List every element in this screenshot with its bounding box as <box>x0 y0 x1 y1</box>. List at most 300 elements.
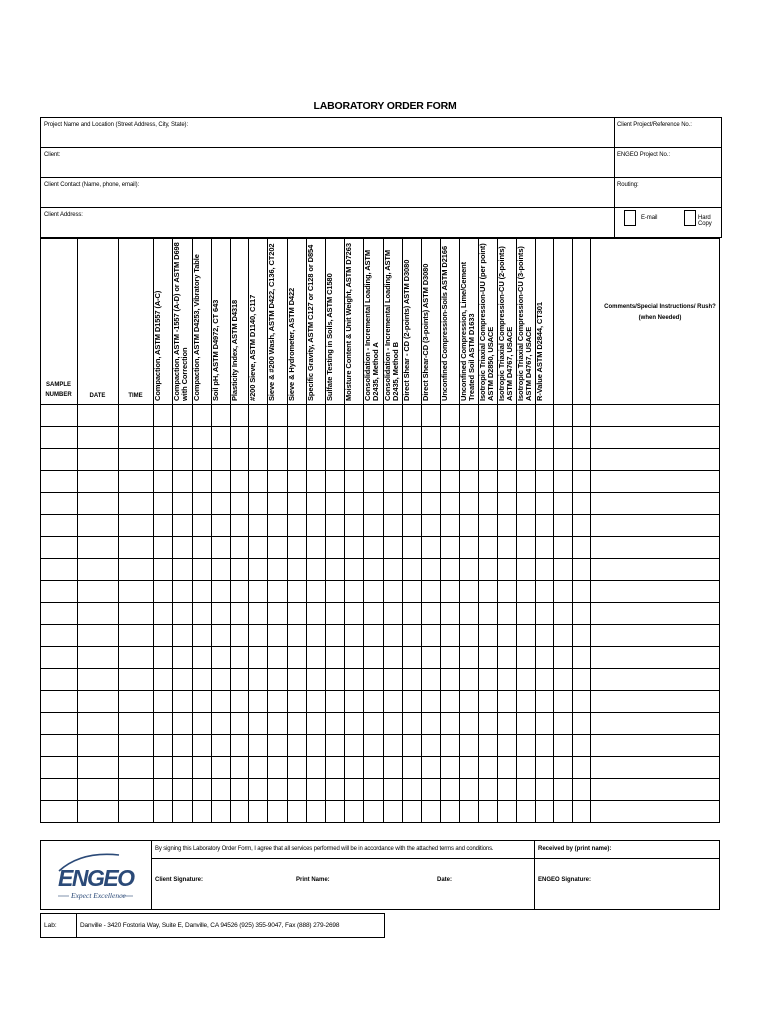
date-label[interactable]: Date: <box>437 877 453 883</box>
client-signature-label[interactable]: Client Signature: <box>155 877 204 883</box>
table-cell[interactable] <box>441 669 459 690</box>
table-cell[interactable] <box>441 515 459 536</box>
table-cell[interactable] <box>554 713 572 734</box>
table-cell[interactable] <box>517 647 535 668</box>
table-cell[interactable] <box>193 713 211 734</box>
table-cell[interactable] <box>249 647 267 668</box>
table-cell[interactable] <box>498 691 516 712</box>
table-cell[interactable] <box>212 713 230 734</box>
table-cell[interactable] <box>326 625 344 646</box>
table-cell[interactable] <box>41 669 77 690</box>
table-cell[interactable] <box>212 449 230 470</box>
table-cell[interactable] <box>249 405 267 426</box>
table-cell[interactable] <box>422 647 440 668</box>
table-cell[interactable] <box>364 801 383 822</box>
table-cell[interactable] <box>573 757 590 778</box>
table-cell[interactable] <box>403 625 421 646</box>
table-cell[interactable] <box>212 603 230 624</box>
table-cell[interactable] <box>422 515 440 536</box>
table-cell[interactable] <box>384 779 402 800</box>
table-cell[interactable] <box>307 801 325 822</box>
table-cell[interactable] <box>573 779 590 800</box>
table-cell[interactable] <box>460 691 478 712</box>
table-cell[interactable] <box>193 625 211 646</box>
table-cell[interactable] <box>364 779 383 800</box>
table-cell[interactable] <box>517 757 535 778</box>
table-cell[interactable] <box>307 691 325 712</box>
table-cell[interactable] <box>173 691 192 712</box>
table-cell[interactable] <box>78 581 118 602</box>
table-cell[interactable] <box>345 581 363 602</box>
table-cell[interactable] <box>384 559 402 580</box>
table-cell[interactable] <box>364 713 383 734</box>
table-cell[interactable] <box>573 405 590 426</box>
table-cell[interactable] <box>307 713 325 734</box>
table-cell[interactable] <box>498 713 516 734</box>
table-cell[interactable] <box>249 757 267 778</box>
table-cell[interactable] <box>460 625 478 646</box>
table-cell[interactable] <box>591 405 720 426</box>
table-cell[interactable] <box>498 537 516 558</box>
table-cell[interactable] <box>460 427 478 448</box>
table-cell[interactable] <box>498 471 516 492</box>
table-cell[interactable] <box>517 449 535 470</box>
table-cell[interactable] <box>364 669 383 690</box>
table-cell[interactable] <box>307 603 325 624</box>
table-cell[interactable] <box>573 713 590 734</box>
table-cell[interactable] <box>517 581 535 602</box>
table-cell[interactable] <box>307 735 325 756</box>
table-cell[interactable] <box>268 735 287 756</box>
table-cell[interactable] <box>536 779 553 800</box>
table-cell[interactable] <box>154 625 172 646</box>
table-cell[interactable] <box>326 427 344 448</box>
table-cell[interactable] <box>307 669 325 690</box>
table-cell[interactable] <box>345 625 363 646</box>
table-cell[interactable] <box>536 735 553 756</box>
table-cell[interactable] <box>573 559 590 580</box>
table-cell[interactable] <box>212 647 230 668</box>
table-cell[interactable] <box>78 493 118 514</box>
table-cell[interactable] <box>345 801 363 822</box>
table-cell[interactable] <box>403 515 421 536</box>
table-cell[interactable] <box>78 713 118 734</box>
table-cell[interactable] <box>231 493 248 514</box>
table-cell[interactable] <box>307 647 325 668</box>
table-cell[interactable] <box>591 537 720 558</box>
table-cell[interactable] <box>345 757 363 778</box>
table-cell[interactable] <box>326 735 344 756</box>
table-cell[interactable] <box>307 559 325 580</box>
table-cell[interactable] <box>422 493 440 514</box>
table-cell[interactable] <box>231 405 248 426</box>
table-cell[interactable] <box>422 669 440 690</box>
table-cell[interactable] <box>573 493 590 514</box>
table-cell[interactable] <box>573 427 590 448</box>
table-cell[interactable] <box>41 427 77 448</box>
table-cell[interactable] <box>345 537 363 558</box>
table-cell[interactable] <box>249 515 267 536</box>
table-cell[interactable] <box>441 735 459 756</box>
table-cell[interactable] <box>173 581 192 602</box>
table-cell[interactable] <box>536 713 553 734</box>
table-cell[interactable] <box>422 537 440 558</box>
table-cell[interactable] <box>384 537 402 558</box>
table-cell[interactable] <box>154 449 172 470</box>
table-cell[interactable] <box>554 427 572 448</box>
table-cell[interactable] <box>441 801 459 822</box>
table-cell[interactable] <box>288 471 306 492</box>
table-cell[interactable] <box>460 735 478 756</box>
table-cell[interactable] <box>403 713 421 734</box>
table-cell[interactable] <box>460 449 478 470</box>
table-cell[interactable] <box>326 669 344 690</box>
table-cell[interactable] <box>154 537 172 558</box>
table-cell[interactable] <box>364 493 383 514</box>
table-cell[interactable] <box>364 405 383 426</box>
table-cell[interactable] <box>591 449 720 470</box>
table-cell[interactable] <box>479 493 497 514</box>
table-cell[interactable] <box>193 735 211 756</box>
table-cell[interactable] <box>573 735 590 756</box>
table-cell[interactable] <box>231 691 248 712</box>
table-cell[interactable] <box>536 647 553 668</box>
table-cell[interactable] <box>403 537 421 558</box>
table-cell[interactable] <box>231 735 248 756</box>
table-cell[interactable] <box>307 625 325 646</box>
table-cell[interactable] <box>268 515 287 536</box>
table-cell[interactable] <box>41 625 77 646</box>
table-cell[interactable] <box>288 405 306 426</box>
table-cell[interactable] <box>307 515 325 536</box>
table-cell[interactable] <box>403 691 421 712</box>
table-cell[interactable] <box>498 493 516 514</box>
table-cell[interactable] <box>119 515 153 536</box>
table-cell[interactable] <box>498 559 516 580</box>
table-cell[interactable] <box>479 757 497 778</box>
table-cell[interactable] <box>231 603 248 624</box>
table-cell[interactable] <box>288 735 306 756</box>
table-cell[interactable] <box>268 427 287 448</box>
table-cell[interactable] <box>384 515 402 536</box>
table-cell[interactable] <box>573 581 590 602</box>
table-cell[interactable] <box>268 779 287 800</box>
table-cell[interactable] <box>479 581 497 602</box>
table-cell[interactable] <box>193 537 211 558</box>
table-cell[interactable] <box>78 405 118 426</box>
table-cell[interactable] <box>212 779 230 800</box>
hardcopy-checkbox[interactable] <box>684 210 696 226</box>
table-cell[interactable] <box>249 779 267 800</box>
table-cell[interactable] <box>422 735 440 756</box>
table-cell[interactable] <box>460 559 478 580</box>
table-cell[interactable] <box>403 559 421 580</box>
table-cell[interactable] <box>517 427 535 448</box>
table-cell[interactable] <box>384 603 402 624</box>
table-cell[interactable] <box>119 801 153 822</box>
table-cell[interactable] <box>307 757 325 778</box>
table-cell[interactable] <box>403 449 421 470</box>
table-cell[interactable] <box>268 669 287 690</box>
table-cell[interactable] <box>173 515 192 536</box>
table-cell[interactable] <box>422 757 440 778</box>
table-cell[interactable] <box>41 559 77 580</box>
table-cell[interactable] <box>249 625 267 646</box>
table-cell[interactable] <box>154 515 172 536</box>
table-cell[interactable] <box>536 449 553 470</box>
table-cell[interactable] <box>517 625 535 646</box>
table-cell[interactable] <box>173 669 192 690</box>
table-cell[interactable] <box>364 647 383 668</box>
table-cell[interactable] <box>41 515 77 536</box>
table-cell[interactable] <box>173 625 192 646</box>
table-cell[interactable] <box>268 713 287 734</box>
table-cell[interactable] <box>326 713 344 734</box>
table-cell[interactable] <box>249 691 267 712</box>
table-cell[interactable] <box>154 801 172 822</box>
table-cell[interactable] <box>422 691 440 712</box>
table-cell[interactable] <box>268 537 287 558</box>
table-cell[interactable] <box>573 603 590 624</box>
table-cell[interactable] <box>345 405 363 426</box>
table-cell[interactable] <box>154 779 172 800</box>
table-cell[interactable] <box>536 669 553 690</box>
table-cell[interactable] <box>231 471 248 492</box>
table-cell[interactable] <box>231 757 248 778</box>
table-cell[interactable] <box>554 757 572 778</box>
table-cell[interactable] <box>345 603 363 624</box>
table-cell[interactable] <box>326 493 344 514</box>
table-cell[interactable] <box>422 603 440 624</box>
table-cell[interactable] <box>460 515 478 536</box>
table-cell[interactable] <box>517 713 535 734</box>
table-cell[interactable] <box>345 779 363 800</box>
table-cell[interactable] <box>119 603 153 624</box>
table-cell[interactable] <box>479 603 497 624</box>
table-cell[interactable] <box>479 559 497 580</box>
table-cell[interactable] <box>460 471 478 492</box>
table-cell[interactable] <box>212 537 230 558</box>
table-cell[interactable] <box>154 581 172 602</box>
table-cell[interactable] <box>212 625 230 646</box>
table-cell[interactable] <box>345 713 363 734</box>
table-cell[interactable] <box>554 515 572 536</box>
table-cell[interactable] <box>212 493 230 514</box>
header-row-address[interactable] <box>41 208 721 238</box>
table-cell[interactable] <box>403 647 421 668</box>
table-cell[interactable] <box>403 581 421 602</box>
table-cell[interactable] <box>173 405 192 426</box>
table-cell[interactable] <box>573 471 590 492</box>
table-cell[interactable] <box>268 757 287 778</box>
table-cell[interactable] <box>173 647 192 668</box>
table-cell[interactable] <box>384 691 402 712</box>
table-cell[interactable] <box>212 581 230 602</box>
table-cell[interactable] <box>193 669 211 690</box>
table-cell[interactable] <box>364 581 383 602</box>
table-cell[interactable] <box>78 625 118 646</box>
table-cell[interactable] <box>536 691 553 712</box>
table-cell[interactable] <box>536 603 553 624</box>
table-cell[interactable] <box>212 801 230 822</box>
table-cell[interactable] <box>249 449 267 470</box>
table-cell[interactable] <box>517 669 535 690</box>
table-cell[interactable] <box>591 779 720 800</box>
table-cell[interactable] <box>119 405 153 426</box>
table-cell[interactable] <box>460 537 478 558</box>
table-cell[interactable] <box>441 471 459 492</box>
table-cell[interactable] <box>479 647 497 668</box>
table-cell[interactable] <box>479 713 497 734</box>
table-cell[interactable] <box>193 779 211 800</box>
table-cell[interactable] <box>173 493 192 514</box>
table-cell[interactable] <box>119 449 153 470</box>
table-cell[interactable] <box>364 735 383 756</box>
table-cell[interactable] <box>441 449 459 470</box>
table-cell[interactable] <box>41 801 77 822</box>
table-cell[interactable] <box>573 691 590 712</box>
table-cell[interactable] <box>119 647 153 668</box>
table-cell[interactable] <box>422 713 440 734</box>
table-cell[interactable] <box>212 515 230 536</box>
table-cell[interactable] <box>498 625 516 646</box>
table-cell[interactable] <box>173 735 192 756</box>
table-cell[interactable] <box>554 559 572 580</box>
table-cell[interactable] <box>554 537 572 558</box>
table-cell[interactable] <box>422 449 440 470</box>
table-cell[interactable] <box>78 801 118 822</box>
table-cell[interactable] <box>384 757 402 778</box>
table-cell[interactable] <box>41 757 77 778</box>
table-cell[interactable] <box>268 405 287 426</box>
table-cell[interactable] <box>403 779 421 800</box>
table-cell[interactable] <box>384 427 402 448</box>
table-cell[interactable] <box>384 581 402 602</box>
table-cell[interactable] <box>364 515 383 536</box>
table-cell[interactable] <box>268 581 287 602</box>
table-cell[interactable] <box>288 449 306 470</box>
table-cell[interactable] <box>212 735 230 756</box>
table-cell[interactable] <box>573 801 590 822</box>
table-cell[interactable] <box>403 757 421 778</box>
table-cell[interactable] <box>384 625 402 646</box>
table-cell[interactable] <box>517 603 535 624</box>
table-cell[interactable] <box>554 449 572 470</box>
engeo-signature-label[interactable]: ENGEO Signature: <box>538 877 592 883</box>
table-cell[interactable] <box>231 669 248 690</box>
table-cell[interactable] <box>173 757 192 778</box>
table-cell[interactable] <box>326 779 344 800</box>
table-cell[interactable] <box>268 471 287 492</box>
table-cell[interactable] <box>78 471 118 492</box>
table-cell[interactable] <box>345 427 363 448</box>
table-cell[interactable] <box>231 559 248 580</box>
table-cell[interactable] <box>554 581 572 602</box>
table-cell[interactable] <box>345 669 363 690</box>
table-cell[interactable] <box>268 801 287 822</box>
table-cell[interactable] <box>173 779 192 800</box>
table-cell[interactable] <box>364 449 383 470</box>
table-cell[interactable] <box>249 471 267 492</box>
table-cell[interactable] <box>78 515 118 536</box>
table-cell[interactable] <box>212 691 230 712</box>
table-cell[interactable] <box>154 713 172 734</box>
table-cell[interactable] <box>536 471 553 492</box>
table-cell[interactable] <box>384 647 402 668</box>
table-cell[interactable] <box>154 603 172 624</box>
table-cell[interactable] <box>345 735 363 756</box>
table-cell[interactable] <box>119 669 153 690</box>
table-cell[interactable] <box>403 735 421 756</box>
table-cell[interactable] <box>307 405 325 426</box>
table-cell[interactable] <box>193 647 211 668</box>
table-cell[interactable] <box>403 405 421 426</box>
table-cell[interactable] <box>364 625 383 646</box>
table-cell[interactable] <box>498 669 516 690</box>
table-cell[interactable] <box>460 779 478 800</box>
table-cell[interactable] <box>288 625 306 646</box>
table-cell[interactable] <box>403 427 421 448</box>
table-cell[interactable] <box>119 581 153 602</box>
table-cell[interactable] <box>554 647 572 668</box>
table-cell[interactable] <box>231 779 248 800</box>
table-cell[interactable] <box>591 581 720 602</box>
table-cell[interactable] <box>441 493 459 514</box>
table-cell[interactable] <box>249 427 267 448</box>
table-cell[interactable] <box>441 405 459 426</box>
table-cell[interactable] <box>249 801 267 822</box>
table-cell[interactable] <box>193 405 211 426</box>
table-cell[interactable] <box>479 669 497 690</box>
table-cell[interactable] <box>441 427 459 448</box>
table-cell[interactable] <box>193 801 211 822</box>
table-cell[interactable] <box>498 405 516 426</box>
table-cell[interactable] <box>536 801 553 822</box>
table-cell[interactable] <box>591 427 720 448</box>
table-cell[interactable] <box>154 669 172 690</box>
table-cell[interactable] <box>119 537 153 558</box>
table-cell[interactable] <box>326 537 344 558</box>
table-cell[interactable] <box>345 515 363 536</box>
table-cell[interactable] <box>384 669 402 690</box>
table-cell[interactable] <box>119 493 153 514</box>
table-cell[interactable] <box>554 625 572 646</box>
header-row-client[interactable] <box>41 148 721 178</box>
table-cell[interactable] <box>154 427 172 448</box>
table-cell[interactable] <box>78 603 118 624</box>
table-cell[interactable] <box>154 493 172 514</box>
table-cell[interactable] <box>479 405 497 426</box>
table-cell[interactable] <box>326 581 344 602</box>
table-cell[interactable] <box>441 559 459 580</box>
table-cell[interactable] <box>154 735 172 756</box>
table-cell[interactable] <box>591 735 720 756</box>
table-cell[interactable] <box>231 449 248 470</box>
table-cell[interactable] <box>154 647 172 668</box>
header-row-contact[interactable] <box>41 178 721 208</box>
table-cell[interactable] <box>384 449 402 470</box>
table-cell[interactable] <box>326 801 344 822</box>
table-cell[interactable] <box>154 471 172 492</box>
table-cell[interactable] <box>422 625 440 646</box>
table-cell[interactable] <box>268 449 287 470</box>
table-cell[interactable] <box>249 537 267 558</box>
table-cell[interactable] <box>326 691 344 712</box>
table-cell[interactable] <box>573 449 590 470</box>
table-cell[interactable] <box>307 427 325 448</box>
table-cell[interactable] <box>498 581 516 602</box>
table-cell[interactable] <box>193 691 211 712</box>
